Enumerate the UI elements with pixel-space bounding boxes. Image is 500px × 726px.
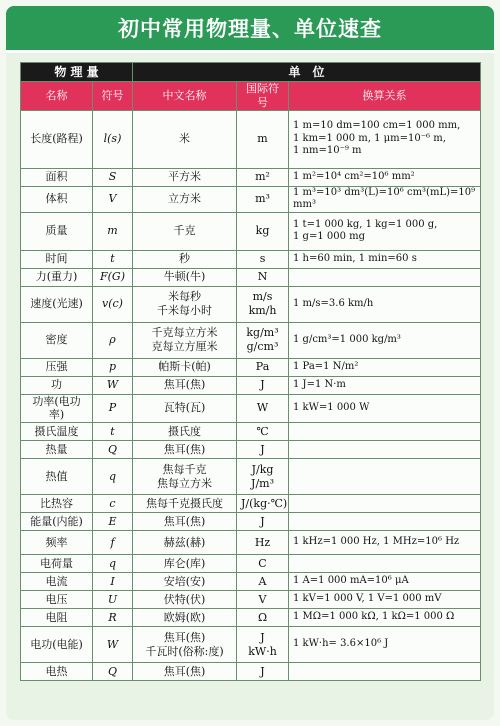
quantity-name-cell: 长度(路程) <box>21 110 93 168</box>
conversion-cell <box>289 459 481 495</box>
quantity-symbol-cell: q <box>93 459 133 495</box>
conversion-cell <box>289 286 481 322</box>
conversion-cell-line: 1 m/s=3.6 km/h <box>293 297 374 309</box>
unit-intl-symbol-cell-line: m³ <box>255 192 270 206</box>
conversion-cell-line: 1 MΩ=1 000 kΩ, 1 kΩ=1 000 Ω <box>293 611 455 623</box>
unit-intl-symbol-cell-line: J <box>260 514 265 528</box>
unit-intl-symbol-cell-line: J/m³ <box>251 476 274 490</box>
unit-intl-symbol-cell <box>237 322 289 358</box>
quantity-name-cell: 热值 <box>21 459 93 495</box>
quantity-symbol-cell: W <box>93 376 133 394</box>
table-row <box>21 423 481 441</box>
table-row <box>21 358 481 376</box>
conversion-cell <box>289 168 481 186</box>
quantity-symbol-cell: t <box>93 423 133 441</box>
table-row <box>21 441 481 459</box>
conversion-cell <box>289 376 481 394</box>
quantity-symbol-cell: P <box>93 394 133 423</box>
table-row <box>21 110 481 168</box>
unit-cn-name-cell-line: 焦耳(焦) <box>163 514 206 528</box>
unit-intl-symbol-cell-line: J <box>260 378 265 392</box>
unit-intl-symbol-cell-line: Pa <box>255 360 270 374</box>
conversion-cell <box>289 212 481 250</box>
conversion-cell <box>289 531 481 555</box>
table-row <box>21 663 481 681</box>
quantity-name-cell: 速度(光速) <box>21 286 93 322</box>
quantity-symbol-cell: l(s) <box>93 110 133 168</box>
conversion-cell <box>289 423 481 441</box>
table-row <box>21 376 481 394</box>
unit-cn-name-cell-line: 焦耳(焦) <box>163 442 206 456</box>
unit-cn-name-cell-line: 焦每千克 <box>162 462 207 476</box>
unit-intl-symbol-cell <box>237 441 289 459</box>
quantity-name-cell: 压强 <box>21 358 93 376</box>
quantity-symbol-cell: q <box>93 555 133 573</box>
unit-cn-name-cell-line: 摄氏度 <box>168 424 202 438</box>
quantity-name-cell: 热量 <box>21 441 93 459</box>
unit-cn-name-cell <box>133 513 237 531</box>
unit-intl-symbol-cell-line: m² <box>255 170 270 184</box>
table-row <box>21 212 481 250</box>
quantity-symbol-cell: ρ <box>93 322 133 358</box>
unit-cn-name-cell <box>133 376 237 394</box>
unit-cn-name-cell <box>133 394 237 423</box>
unit-intl-symbol-cell-line: J/(kg·℃) <box>241 496 288 510</box>
unit-intl-symbol-cell-line: J <box>260 630 265 644</box>
quantity-symbol-cell: S <box>93 168 133 186</box>
table-row <box>21 168 481 186</box>
conversion-cell-line: 1 g/cm³=1 000 kg/m³ <box>293 333 401 345</box>
unit-intl-symbol-cell <box>237 573 289 591</box>
unit-intl-symbol-cell <box>237 555 289 573</box>
quantity-symbol-cell: t <box>93 250 133 268</box>
unit-intl-symbol-cell <box>237 423 289 441</box>
quantity-symbol-cell: m <box>93 212 133 250</box>
table-row <box>21 513 481 531</box>
units-table <box>20 62 481 681</box>
group-header-quantity: 物 理 量 <box>21 63 133 82</box>
group-header-unit: 单 位 <box>133 63 481 82</box>
conversion-cell-line: 1 J=1 N·m <box>293 378 346 390</box>
unit-cn-name-cell-line: 安培(安) <box>163 574 206 588</box>
conversion-cell-line: 1 kV=1 000 V, 1 V=1 000 mV <box>293 593 442 605</box>
unit-intl-symbol-cell-line: A <box>258 574 267 588</box>
table-body <box>21 110 481 681</box>
unit-cn-name-cell <box>133 358 237 376</box>
unit-cn-name-cell <box>133 168 237 186</box>
unit-intl-symbol-cell <box>237 394 289 423</box>
unit-cn-name-cell-line: 库仑(库) <box>163 556 206 570</box>
quantity-name-cell: 电热 <box>21 663 93 681</box>
unit-cn-name-cell-line: 焦每千克摄氏度 <box>146 496 224 510</box>
conversion-cell <box>289 186 481 212</box>
unit-cn-name-cell-line: 伏特(伏) <box>163 592 206 606</box>
table-row <box>21 555 481 573</box>
table-row <box>21 286 481 322</box>
quantity-symbol-cell: E <box>93 513 133 531</box>
column-header-conversion: 换算关系 <box>289 82 481 111</box>
unit-intl-symbol-cell-line: C <box>258 556 267 570</box>
conversion-cell-line: 1 g=1 000 mg <box>293 231 366 242</box>
conversion-cell <box>289 358 481 376</box>
conversion-cell <box>289 573 481 591</box>
conversion-cell <box>289 250 481 268</box>
unit-cn-name-cell <box>133 268 237 286</box>
unit-intl-symbol-cell-line: Ω <box>257 610 268 624</box>
unit-cn-name-cell <box>133 186 237 212</box>
table-row <box>21 573 481 591</box>
conversion-cell <box>289 555 481 573</box>
unit-cn-name-cell-line: 千米每小时 <box>157 304 213 317</box>
unit-intl-symbol-cell <box>237 168 289 186</box>
unit-intl-symbol-cell <box>237 609 289 627</box>
quantity-symbol-cell: Q <box>93 441 133 459</box>
unit-cn-name-cell-line: 焦耳(焦) <box>163 664 206 678</box>
quantity-symbol-cell: U <box>93 591 133 609</box>
conversion-cell-line: 1 t=1 000 kg, 1 kg=1 000 g, <box>293 218 438 230</box>
quantity-symbol-cell: f <box>93 531 133 555</box>
unit-cn-name-cell-line: 欧姆(欧) <box>163 610 206 624</box>
unit-cn-name-cell <box>133 573 237 591</box>
unit-cn-name-cell-line: 帕斯卡(帕) <box>158 360 211 374</box>
unit-intl-symbol-cell-line: J <box>260 442 265 456</box>
conversion-cell <box>289 627 481 663</box>
quantity-symbol-cell: c <box>93 495 133 513</box>
unit-cn-name-cell <box>133 322 237 358</box>
unit-cn-name-cell <box>133 110 237 168</box>
conversion-cell <box>289 663 481 681</box>
conversion-cell-line: 1 km=1 000 m, 1 μm=10⁻⁶ m, <box>293 132 446 144</box>
conversion-cell <box>289 609 481 627</box>
unit-intl-symbol-cell <box>237 212 289 250</box>
unit-intl-symbol-cell <box>237 495 289 513</box>
conversion-cell-line: 1 Pa=1 N/m² <box>293 360 359 372</box>
quantity-name-cell: 面积 <box>21 168 93 186</box>
conversion-cell <box>289 110 481 168</box>
unit-cn-name-cell <box>133 441 237 459</box>
unit-intl-symbol-cell-line: kg/m³ <box>246 326 279 340</box>
quantity-name-cell: 质量 <box>21 212 93 250</box>
table-row <box>21 591 481 609</box>
conversion-cell <box>289 394 481 423</box>
unit-cn-name-cell <box>133 212 237 250</box>
column-header-name: 名称 <box>21 82 93 111</box>
table-row <box>21 627 481 663</box>
unit-cn-name-cell <box>133 531 237 555</box>
unit-cn-name-cell-line: 赫兹(赫) <box>163 535 206 549</box>
quantity-name-cell: 频率 <box>21 531 93 555</box>
quantity-name-cell: 功 <box>21 376 93 394</box>
unit-intl-symbol-cell <box>237 110 289 168</box>
quantity-symbol-cell: V <box>93 186 133 212</box>
unit-cn-name-cell <box>133 250 237 268</box>
page-title: 初中常用物理量、单位速查 <box>6 6 494 53</box>
quantity-name-cell: 密度 <box>21 322 93 358</box>
quantity-symbol-cell: R <box>93 609 133 627</box>
conversion-cell <box>289 591 481 609</box>
quantity-symbol-cell: I <box>93 573 133 591</box>
conversion-cell <box>289 495 481 513</box>
unit-cn-name-cell <box>133 663 237 681</box>
unit-intl-symbol-cell <box>237 459 289 495</box>
unit-intl-symbol-cell <box>237 513 289 531</box>
reference-card <box>6 6 494 720</box>
conversion-cell-line: 1 m³=10³ dm³(L)=10⁶ cm³(mL)=10⁹ mm³ <box>293 186 476 210</box>
unit-cn-name-cell-line: 千瓦时(俗称:度) <box>145 644 224 658</box>
unit-cn-name-cell-line: 焦耳(焦) <box>163 378 206 392</box>
unit-cn-name-cell-line: 牛顿(牛) <box>163 270 206 284</box>
unit-cn-name-cell-line: 米每秒 <box>168 290 202 304</box>
unit-cn-name-cell <box>133 423 237 441</box>
unit-intl-symbol-cell <box>237 250 289 268</box>
unit-cn-name-cell <box>133 459 237 495</box>
unit-intl-symbol-cell <box>237 591 289 609</box>
quantity-name-cell: 体积 <box>21 186 93 212</box>
unit-intl-symbol-cell-line: km/h <box>248 304 277 317</box>
unit-intl-symbol-cell <box>237 286 289 322</box>
unit-intl-symbol-cell-line: kW·h <box>248 644 277 658</box>
quantity-name-cell: 比热容 <box>21 495 93 513</box>
quantity-symbol-cell: Q <box>93 663 133 681</box>
unit-intl-symbol-cell <box>237 268 289 286</box>
unit-cn-name-cell-line: 焦每立方米 <box>157 476 213 490</box>
column-header-intl-symbol: 国际符号 <box>237 82 289 111</box>
unit-intl-symbol-cell <box>237 531 289 555</box>
unit-cn-name-cell-line: 千克 <box>173 224 196 238</box>
unit-intl-symbol-cell-line: W <box>256 401 269 415</box>
conversion-cell-line: 1 h=60 min, 1 min=60 s <box>293 252 417 264</box>
unit-intl-symbol-cell-line: N <box>257 270 268 284</box>
quantity-name-cell: 摄氏温度 <box>21 423 93 441</box>
table-row <box>21 394 481 423</box>
table-row <box>21 609 481 627</box>
quantity-symbol-cell: v(c) <box>93 286 133 322</box>
conversion-cell-line: 1 A=1 000 mA=10⁶ μA <box>293 575 409 587</box>
quantity-symbol-cell: W <box>93 627 133 663</box>
unit-cn-name-cell-line: 克每立方厘米 <box>151 340 218 353</box>
unit-cn-name-cell <box>133 609 237 627</box>
conversion-cell-line: 1 kW=1 000 W <box>293 402 370 413</box>
unit-cn-name-cell-line: 千克每立方米 <box>151 326 218 340</box>
unit-intl-symbol-cell-line: J <box>260 664 265 678</box>
unit-intl-symbol-cell <box>237 627 289 663</box>
unit-cn-name-cell <box>133 495 237 513</box>
unit-intl-symbol-cell-line: m <box>257 132 268 146</box>
table-row <box>21 495 481 513</box>
unit-cn-name-cell-line: 瓦特(瓦) <box>163 401 206 415</box>
unit-cn-name-cell <box>133 591 237 609</box>
unit-cn-name-cell-line: 立方米 <box>168 192 202 206</box>
unit-intl-symbol-cell <box>237 358 289 376</box>
unit-intl-symbol-cell-line: m/s <box>252 290 273 304</box>
unit-intl-symbol-cell <box>237 376 289 394</box>
quantity-name-cell: 时间 <box>21 250 93 268</box>
unit-intl-symbol-cell-line: kg <box>255 224 270 238</box>
unit-cn-name-cell <box>133 555 237 573</box>
conversion-cell-line: 1 kHz=1 000 Hz, 1 MHz=10⁶ Hz <box>293 536 460 548</box>
conversion-cell-line: 1 m=10 dm=100 cm=1 000 mm, <box>293 120 461 132</box>
unit-intl-symbol-cell-line: J/kg <box>251 462 274 476</box>
quantity-name-cell: 电功(电能) <box>21 627 93 663</box>
table-row <box>21 186 481 212</box>
unit-intl-symbol-cell <box>237 186 289 212</box>
quantity-symbol-cell: p <box>93 358 133 376</box>
unit-intl-symbol-cell-line: Hz <box>254 535 271 549</box>
conversion-cell-line: 1 nm=10⁻⁹ m <box>293 145 362 157</box>
unit-intl-symbol-cell-line: g/cm³ <box>246 340 279 353</box>
conversion-cell-line: 1 m²=10⁴ cm²=10⁶ mm² <box>293 170 415 182</box>
column-header-cn-name: 中文名称 <box>133 82 237 111</box>
quantity-name-cell: 电压 <box>21 591 93 609</box>
table-row <box>21 250 481 268</box>
unit-cn-name-cell-line: 秒 <box>179 252 191 266</box>
table-row <box>21 531 481 555</box>
unit-cn-name-cell-line: 米 <box>179 132 191 146</box>
unit-intl-symbol-cell-line: ℃ <box>256 424 269 438</box>
unit-cn-name-cell <box>133 286 237 322</box>
unit-cn-name-cell-line: 平方米 <box>168 170 202 184</box>
quantity-name-cell: 电流 <box>21 573 93 591</box>
column-header-symbol: 符号 <box>93 82 133 111</box>
unit-intl-symbol-cell <box>237 663 289 681</box>
unit-intl-symbol-cell-line: V <box>258 592 267 606</box>
unit-cn-name-cell <box>133 627 237 663</box>
quantity-name-cell: 电荷量 <box>21 555 93 573</box>
quantity-name-cell: 力(重力) <box>21 268 93 286</box>
unit-cn-name-cell-line: 焦耳(焦) <box>163 630 206 644</box>
unit-intl-symbol-cell-line: s <box>259 252 266 266</box>
table-row <box>21 459 481 495</box>
quantity-name-cell: 功率(电功率) <box>21 394 93 423</box>
table-row <box>21 268 481 286</box>
conversion-cell-line: 1 kW·h= 3.6×10⁶ J <box>293 638 389 650</box>
quantity-symbol-cell: F(G) <box>93 268 133 286</box>
table-row <box>21 322 481 358</box>
quantity-name-cell: 电阻 <box>21 609 93 627</box>
conversion-cell <box>289 513 481 531</box>
quantity-name-cell: 能量(内能) <box>21 513 93 531</box>
conversion-cell <box>289 441 481 459</box>
conversion-cell <box>289 322 481 358</box>
conversion-cell <box>289 268 481 286</box>
